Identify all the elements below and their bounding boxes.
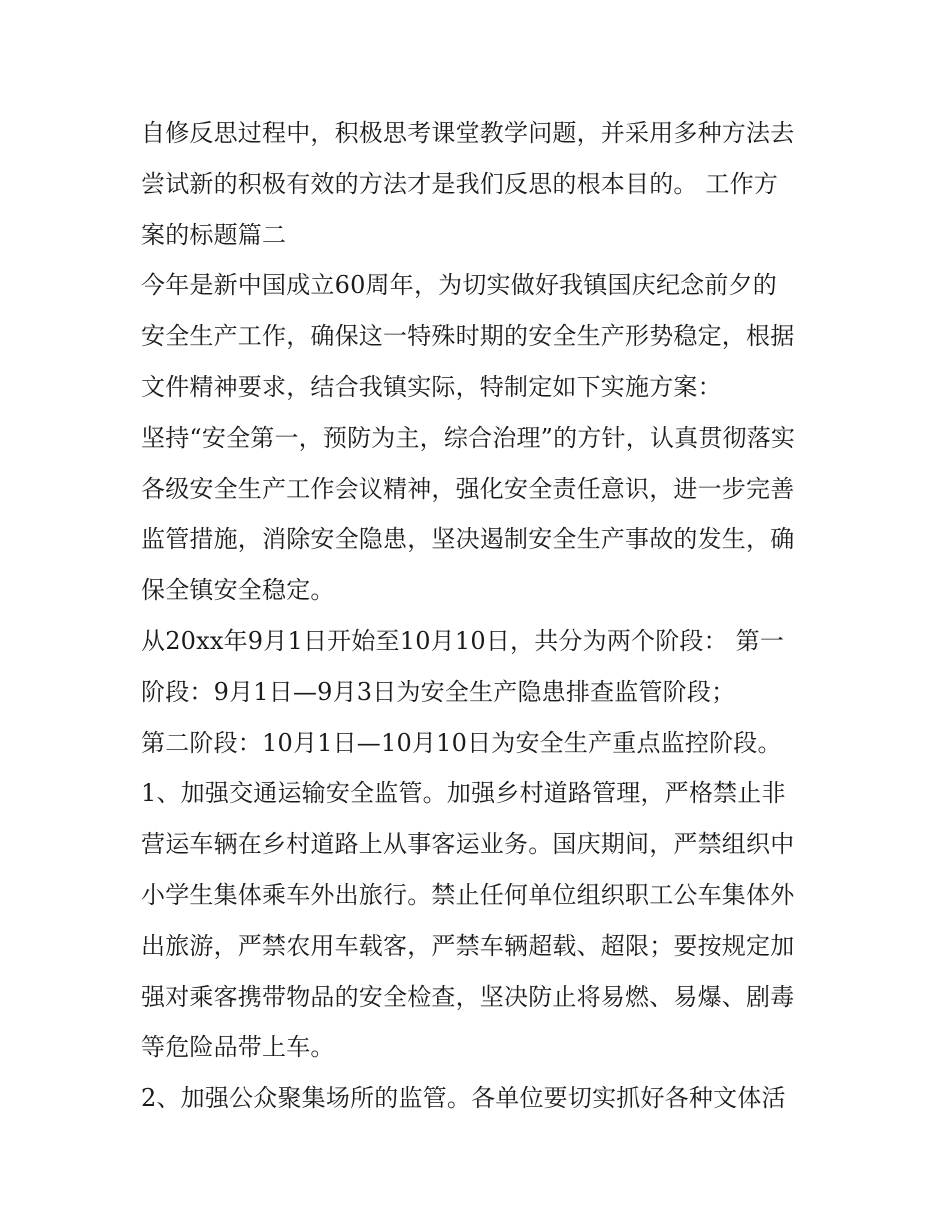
text-line: 营运车辆在乡村道路上从事客运业务。国庆期间，严禁组织中 xyxy=(141,830,795,859)
document-body xyxy=(141,108,841,1124)
text-line: 1、加强交通运输安全监管。加强乡村道路管理，严格禁止非 xyxy=(141,779,786,808)
text-line: 安全生产工作，确保这一特殊时期的安全生产形势稳定，根据 xyxy=(141,322,795,351)
text-line: 第二阶段：10月1日—10月10日为安全生产重点监控阶段。 xyxy=(141,728,782,757)
text-line: 今年是新中国成立60周年，为切实做好我镇国庆纪念前夕的 xyxy=(141,271,777,300)
text-line: 监管措施，消除安全隐患，坚决遏制安全生产事故的发生，确 xyxy=(141,525,795,554)
text-line: 案的标题篇二 xyxy=(141,220,287,249)
text-line: 从20xx年9月1日开始至10月10日，共分为两个阶段： 第一 xyxy=(141,626,785,655)
text-line: 文件精神要求，结合我镇实际，特制定如下实施方案： xyxy=(141,372,722,401)
text-line: 等危险品带上车。 xyxy=(141,1033,335,1062)
text-line: 小学生集体乘车外出旅行。禁止任何单位组织职工公车集体外 xyxy=(141,880,795,909)
text-line: 自修反思过程中，积极思考课堂教学问题，并采用多种方法去 xyxy=(141,119,795,147)
text-line: 各级安全生产工作会议精神，强化安全责任意识，进一步完善 xyxy=(141,474,795,503)
text-line: 坚持“安全第一，预防为主，综合治理”的方针，认真贯彻落实 xyxy=(141,423,796,452)
text-line: 强对乘客携带物品的安全检查，坚决防止将易燃、易爆、剧毒 xyxy=(141,982,795,1011)
text-line: 保全镇安全稳定。 xyxy=(141,576,335,605)
text-line: 阶段：9月1日—9月3日为安全生产隐患排查监管阶段； xyxy=(141,677,736,706)
text-line: 尝试新的积极有效的方法才是我们反思的根本目的。 工作方 xyxy=(141,169,779,198)
text-line: 2、加强公众聚集场所的监管。各单位要切实抓好各种文体活 xyxy=(141,1084,786,1113)
text-line: 出旅游，严禁农用车载客，严禁车辆超载、超限；要按规定加 xyxy=(141,931,795,960)
